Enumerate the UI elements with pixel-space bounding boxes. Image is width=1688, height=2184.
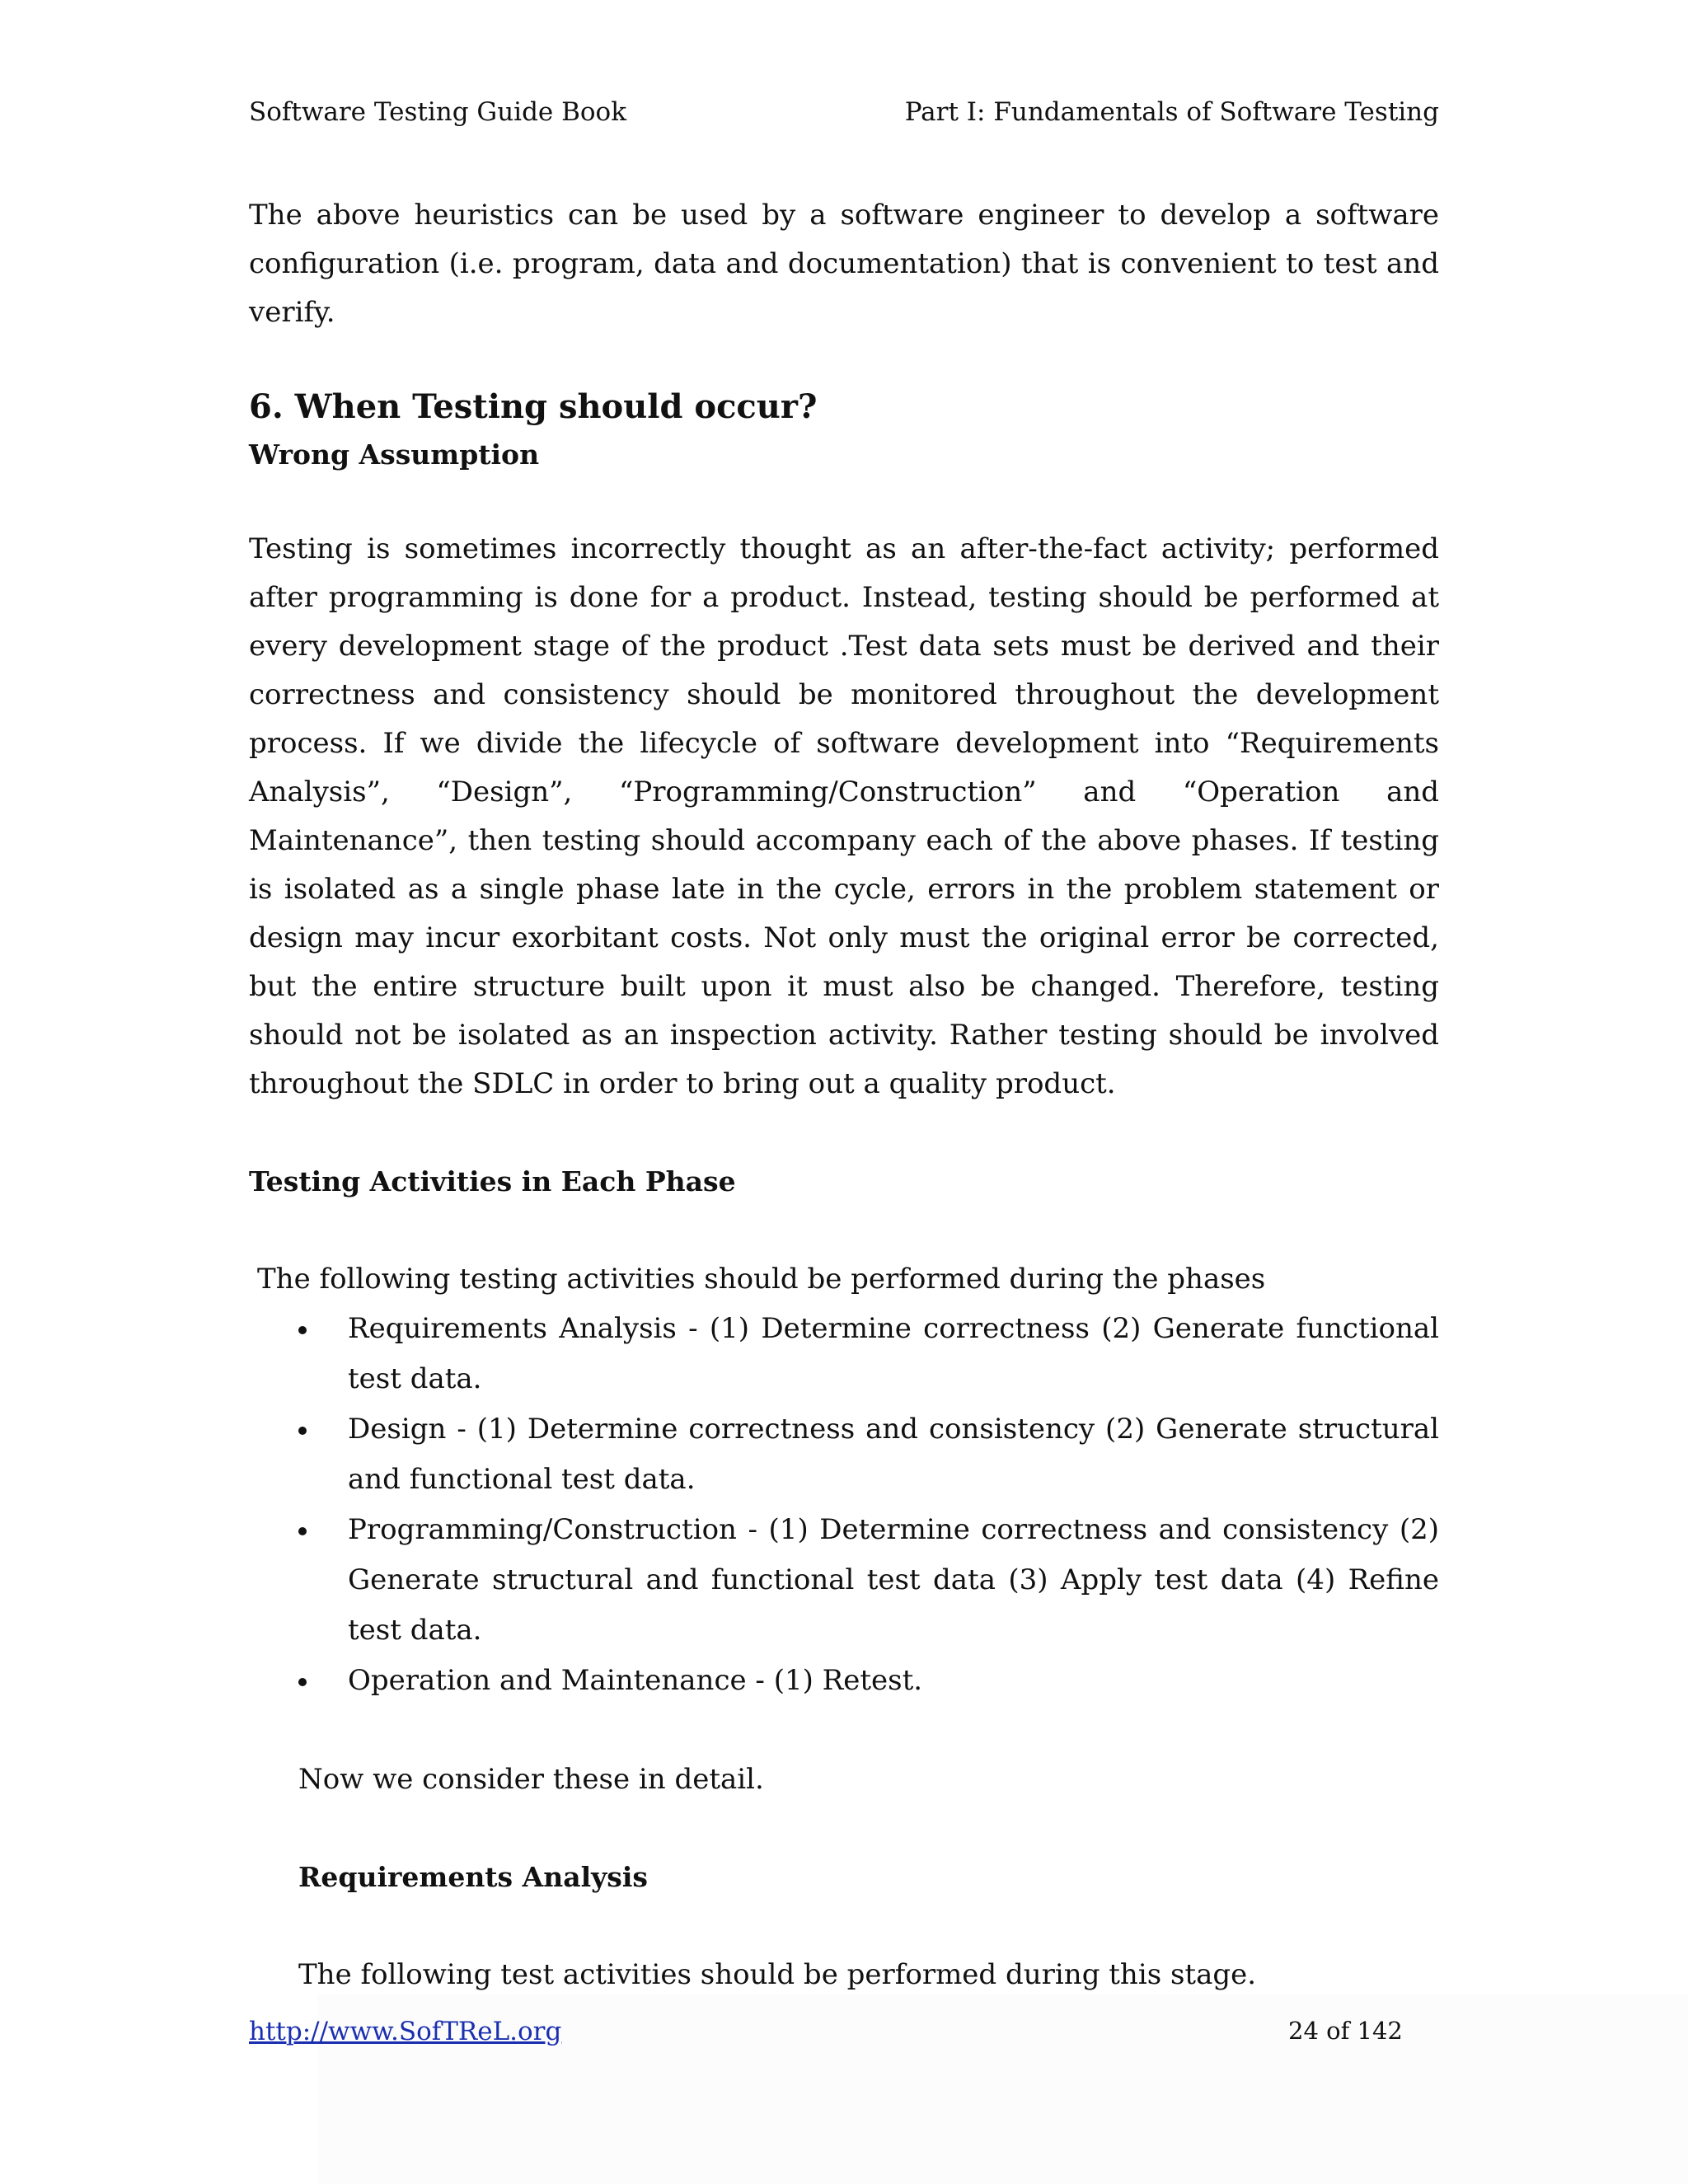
section-title: 6. When Testing should occur? xyxy=(249,387,818,426)
list-item-text: Operation and Maintenance - (1) Retest. xyxy=(348,1664,923,1697)
list-item xyxy=(249,1404,1439,1505)
running-header-part: Part I: Fundamentals of Software Testing xyxy=(904,97,1439,127)
page-body xyxy=(249,191,1439,1999)
list-item-text: Programming/Construction - (1) Determine correctness and consistency (2) Generate structural and functional test data (3) Apply test data (4) Refine test data. xyxy=(348,1513,1439,1647)
footer-link[interactable]: http://www.SofTReL.org xyxy=(249,2017,562,2046)
wrong-assumption-heading: Wrong Assumption xyxy=(249,438,540,471)
activities-heading: Testing Activities in Each Phase xyxy=(249,1165,736,1197)
bullet-icon xyxy=(298,1326,307,1334)
list-item xyxy=(249,1656,1439,1706)
bullet-icon xyxy=(298,1427,307,1435)
list-item xyxy=(249,1304,1439,1404)
bullet-icon xyxy=(298,1678,307,1686)
running-header-title: Software Testing Guide Book xyxy=(249,97,627,127)
intro-paragraph: The above heuristics can be used by a software engineer to develop a software configuration (i.e. program, data and documentation) that is convenient to test and verify. xyxy=(249,199,1439,329)
activities-list xyxy=(249,1304,1439,1706)
list-item-text: Requirements Analysis - (1) Determine correctness (2) Generate functional test data. xyxy=(348,1312,1439,1395)
activities-lead: The following testing activities should be performed during the phases xyxy=(257,1263,1266,1296)
closing-text: Now we consider these in detail. xyxy=(298,1763,764,1796)
requirements-text: The following test activities should be performed during this stage. xyxy=(298,1958,1257,1991)
list-item xyxy=(249,1505,1439,1656)
page-number: 24 of 142 xyxy=(1288,2017,1403,2045)
wrong-assumption-paragraph: Testing is sometimes incorrectly thought as an after-the-fact activity; performed after programming is done for a product. Instead, testing should be performed at every development stage of the product .Test data sets must be derived and their correctness and consistency should be monitored throughout the development process. If we divide the lifecycle of software development into “Requirements Analysis”, “Design”, “Programming/Construction” and “Operation and Maintenance”, then testing should accompany each of the above phases. If testing is isolated as a single phase late in the cycle, errors in the problem statement or design may incur exorbitant costs. Not only must the original error be corrected, but the entire structure built upon it must also be changed. Therefore, testing should not be isolated as an inspection activity. Rather testing should be involved throughout the SDLC in order to bring out a quality product. xyxy=(249,532,1439,1100)
requirements-heading: Requirements Analysis xyxy=(298,1861,649,1893)
list-item-text: Design - (1) Determine correctness and consistency (2) Generate structural and functional test data. xyxy=(348,1413,1439,1496)
bullet-icon xyxy=(298,1527,307,1535)
